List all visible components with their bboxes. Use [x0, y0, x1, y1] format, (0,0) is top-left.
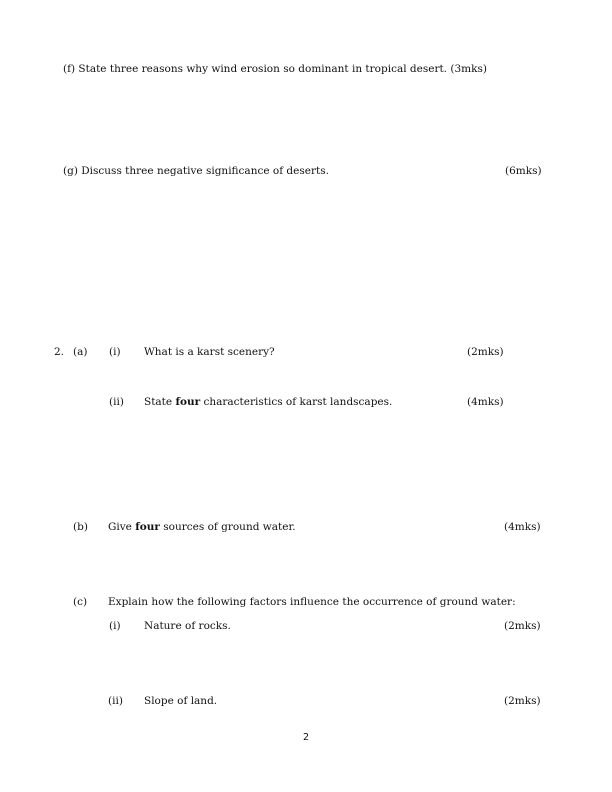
- question-1g-marks: (6mks): [505, 165, 542, 177]
- page-number: 2: [303, 732, 310, 743]
- question-2a-i-label: (i): [109, 346, 121, 358]
- question-2c-ii-marks: (2mks): [504, 695, 541, 707]
- question-2a-i-marks: (2mks): [467, 346, 504, 358]
- question-2b-text: Give four sources of ground water.: [108, 521, 296, 533]
- question-2c-i-text: Nature of rocks.: [144, 620, 231, 632]
- question-2c-i-label: (i): [109, 620, 121, 632]
- question-2a-ii-label: (ii): [109, 396, 124, 408]
- question-2c-label: (c): [73, 596, 88, 608]
- question-2c-text: Explain how the following factors influence the occurrence of ground water:: [108, 596, 516, 608]
- question-2b-label: (b): [73, 521, 88, 533]
- question-2c-i-marks: (2mks): [504, 620, 541, 632]
- question-1g-text: (g) Discuss three negative significance of deserts.: [63, 165, 329, 177]
- question-2c-ii-text: Slope of land.: [144, 695, 218, 707]
- question-2a-label: (a): [73, 346, 88, 358]
- question-2b-marks: (4mks): [504, 521, 541, 533]
- question-2c-ii-label: (ii): [108, 695, 123, 707]
- question-1f-text: (f) State three reasons why wind erosion so dominant in tropical desert. (3mks): [63, 63, 487, 75]
- question-2a-ii-text: State four characteristics of karst landscapes.: [144, 396, 393, 408]
- question-2-number: 2.: [54, 346, 65, 358]
- question-2a-ii-marks: (4mks): [467, 396, 504, 408]
- question-2a-i-text: What is a karst scenery?: [144, 346, 275, 358]
